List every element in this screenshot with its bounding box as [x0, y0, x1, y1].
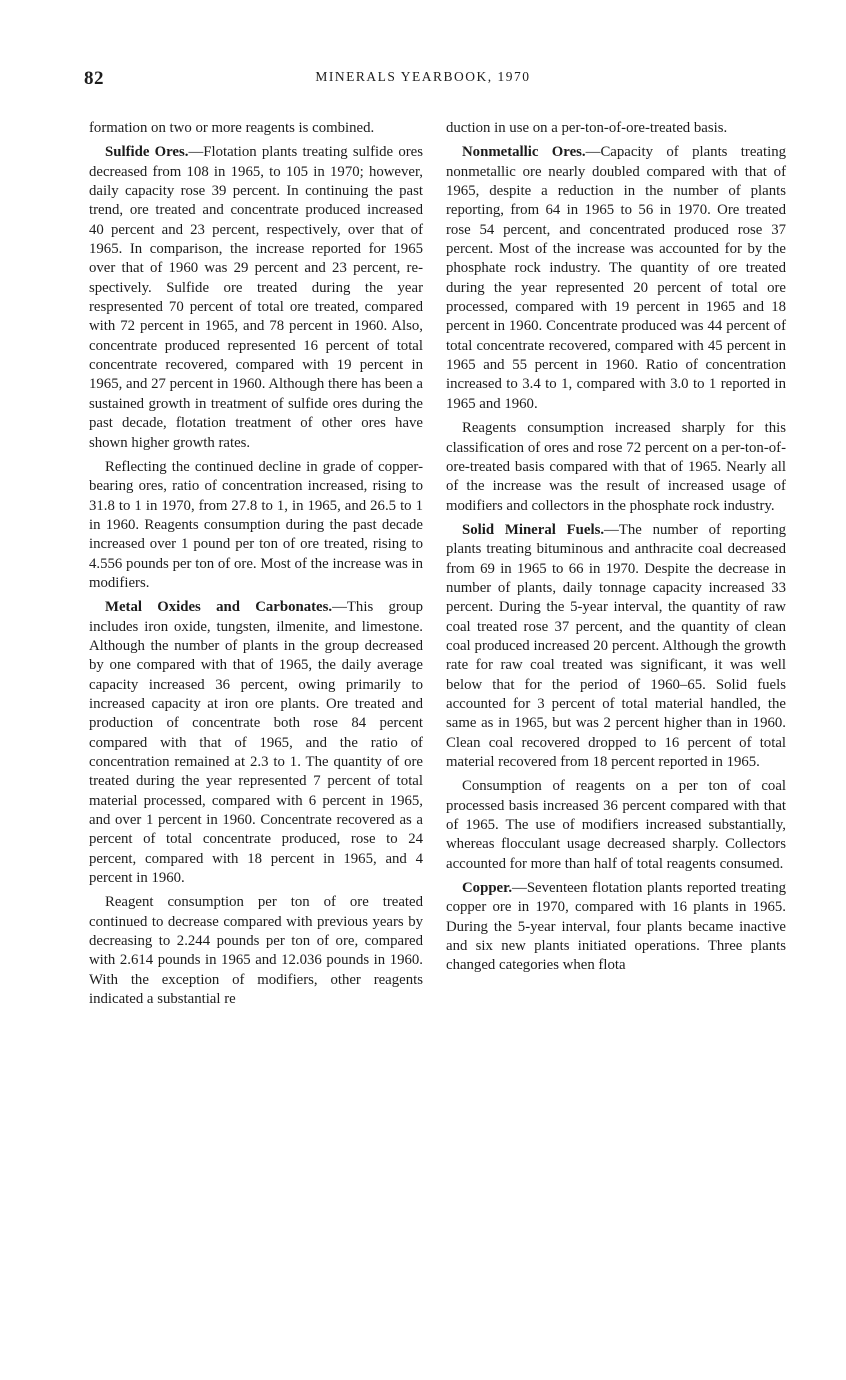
section-heading-sulfide-ores: Sulfide Ores. — [105, 144, 189, 161]
paragraph-text: Consumption of reagents on a per ton of coal processed basis increased 36 percent compared with that of 1965. The use of modifiers increased substantially, whereas flocculant usage decreased sharply. Collectors accounted for more than half of total reagents consumed. — [446, 778, 786, 872]
section-heading-copper: Copper. — [462, 880, 513, 897]
paragraph — [446, 777, 786, 874]
running-title: MINERALS YEARBOOK, 1970 — [315, 69, 531, 84]
paragraph-copper — [446, 879, 786, 976]
paragraph-sulfide-ores — [89, 143, 423, 453]
section-heading-metal-oxides: Metal Oxides and Carbonates. — [105, 599, 333, 616]
paragraph-text: —Seventeen flotation plants reported treating copper ore in 1970, compared with 16 plants in 1965. During the 5-year interval, four plants became inactive and six new plants initiated operations. Three plants changed categories when flota — [446, 880, 786, 974]
right-column — [446, 119, 786, 981]
paragraph — [89, 458, 423, 593]
paragraph-text: formation on two or more reagents is combined. — [89, 120, 375, 136]
paragraph-text: Reagent consumption per ton of ore treated continued to decrease compared with previous years by decreasing to 2.244 pounds per ton of ore, compared with 2.614 pounds in 1965 and 12.036 pounds in 1960. With the exception of modifiers, other reagents indicated a substantial re — [89, 894, 423, 1008]
paragraph-text: —The number of reporting plants treating bituminous and anthracite coal decreased from 69 in 1965 to 66 in 1970. Despite the decrease in number of plants, daily tonnage capacity increased 33 percent. During the 5-year interval, the quantity of raw coal treated rose 37 percent, and the quantity of clean coal produced increased 20 percent. Although the growth rate for raw coal treated was significant, it was well below that for the period of 1960–65. Solid fuels accounted for 3 percent of total material handled, the same as in 1965, but was 2 percent higher than in 1960. Clean coal recovered dropped to 16 percent of total material recovered from 18 percent reported in 1965. — [446, 521, 786, 770]
section-heading-solid-mineral-fuels: Solid Mineral Fuels. — [462, 521, 605, 538]
paragraph-metal-oxides — [89, 598, 423, 888]
paragraph-text: —Flotation plants treating sulfide ores decreased from 108 in 1965, to 105 in 1970; however, daily capacity rose 39 percent. In continuing the past trend, ore treated and concentrate produced increased 40 percent and 23 percent, respectively, over that of 1965. In comparison, the increase reported for 1965 over that of 1960 was 29 percent and 23 percent, respectively. Sulfide ore treated during the year respresented 70 percent of total ore treated, compared with 72 percent in 1965, and 78 percent in 1960. Also, concentrate produced represented 16 percent of total concentrate recovered, compared with 19 percent in 1965, and 27 percent in 1960. Although there has been a sustained growth in treatment of sulfide ores during the past decade, flotation treatment of other ores have shown higher growth rates. — [89, 144, 423, 451]
paragraph-text: —Capacity of plants treating nonmetallic ore nearly doubled compared with that of 1965, despite a reduction in the number of plants reporting, from 64 in 1965 to 56 in 1970. Ore treated rose 54 percent, and concentrated produced rose 37 percent. Most of the increase was accounted for by the phosphate rock industry. The quantity of ore treated during the year represented 20 percent of total ore processed, compared with 19 percent in 1965 and 18 percent in 1960. Concentrate produced was 44 percent of total concentrate recovered, compared with 45 percent in 1965 and 55 percent in 1960. Ratio of concentration increased to 3.4 to 1, compared with 3.0 to 1 reported in 1965 and 1960. — [446, 144, 786, 412]
paragraph — [446, 119, 786, 138]
page-number: 82 — [84, 68, 104, 89]
paragraph — [446, 419, 786, 516]
left-column — [89, 119, 423, 1014]
paragraph — [89, 893, 423, 1009]
paragraph-text: —This group includes iron oxide, tungsten, ilmenite, and limestone. Although the number of plants in the group decreased by one compared with that of 1965, the daily average capacity increased 36 percent, owing primarily to increased capacity at iron ore plants. Ore treated and production of concentrate both rose 84 percent compared with that of 1965, and the ratio of concentration remained at 2.3 to 1. The quantity of ore treated during the year represented 7 percent of total material processed, compared with 6 percent in 1965, and over 1 percent in 1960. Concentrate recovered as a percent of total concentrate produced, rose to 24 percent, compared with 18 percent in 1965, and 4 percent in 1960. — [89, 599, 423, 887]
paragraph-text: Reagents consumption increased sharply for this classification of ores and rose 72 percent on a per-ton-of-ore-treated basis compared with that of 1965. Nearly all of the increase was the result of increased usage of modifiers and collectors in the phosphate rock industry. — [446, 420, 786, 514]
paragraph-text: Reflecting the continued decline in grade of copper-bearing ores, ratio of concentration increased, rising to 31.8 to 1 in 1970, from 27.8 to 1, in 1965, and 26.5 to 1 in 1960. Reagents consumption during the past decade increased over 1 pound per ton of ore treated, rising to 4.556 pounds per ton of ore. Most of the increase was in modifiers. — [89, 458, 423, 591]
paragraph-solid-mineral-fuels — [446, 521, 786, 772]
paragraph — [89, 119, 423, 138]
paragraph-text: duction in use on a per-ton-of-ore-treated basis. — [446, 120, 728, 136]
section-heading-nonmetallic-ores: Nonmetallic Ores. — [462, 144, 586, 161]
paragraph-nonmetallic-ores — [446, 143, 786, 414]
